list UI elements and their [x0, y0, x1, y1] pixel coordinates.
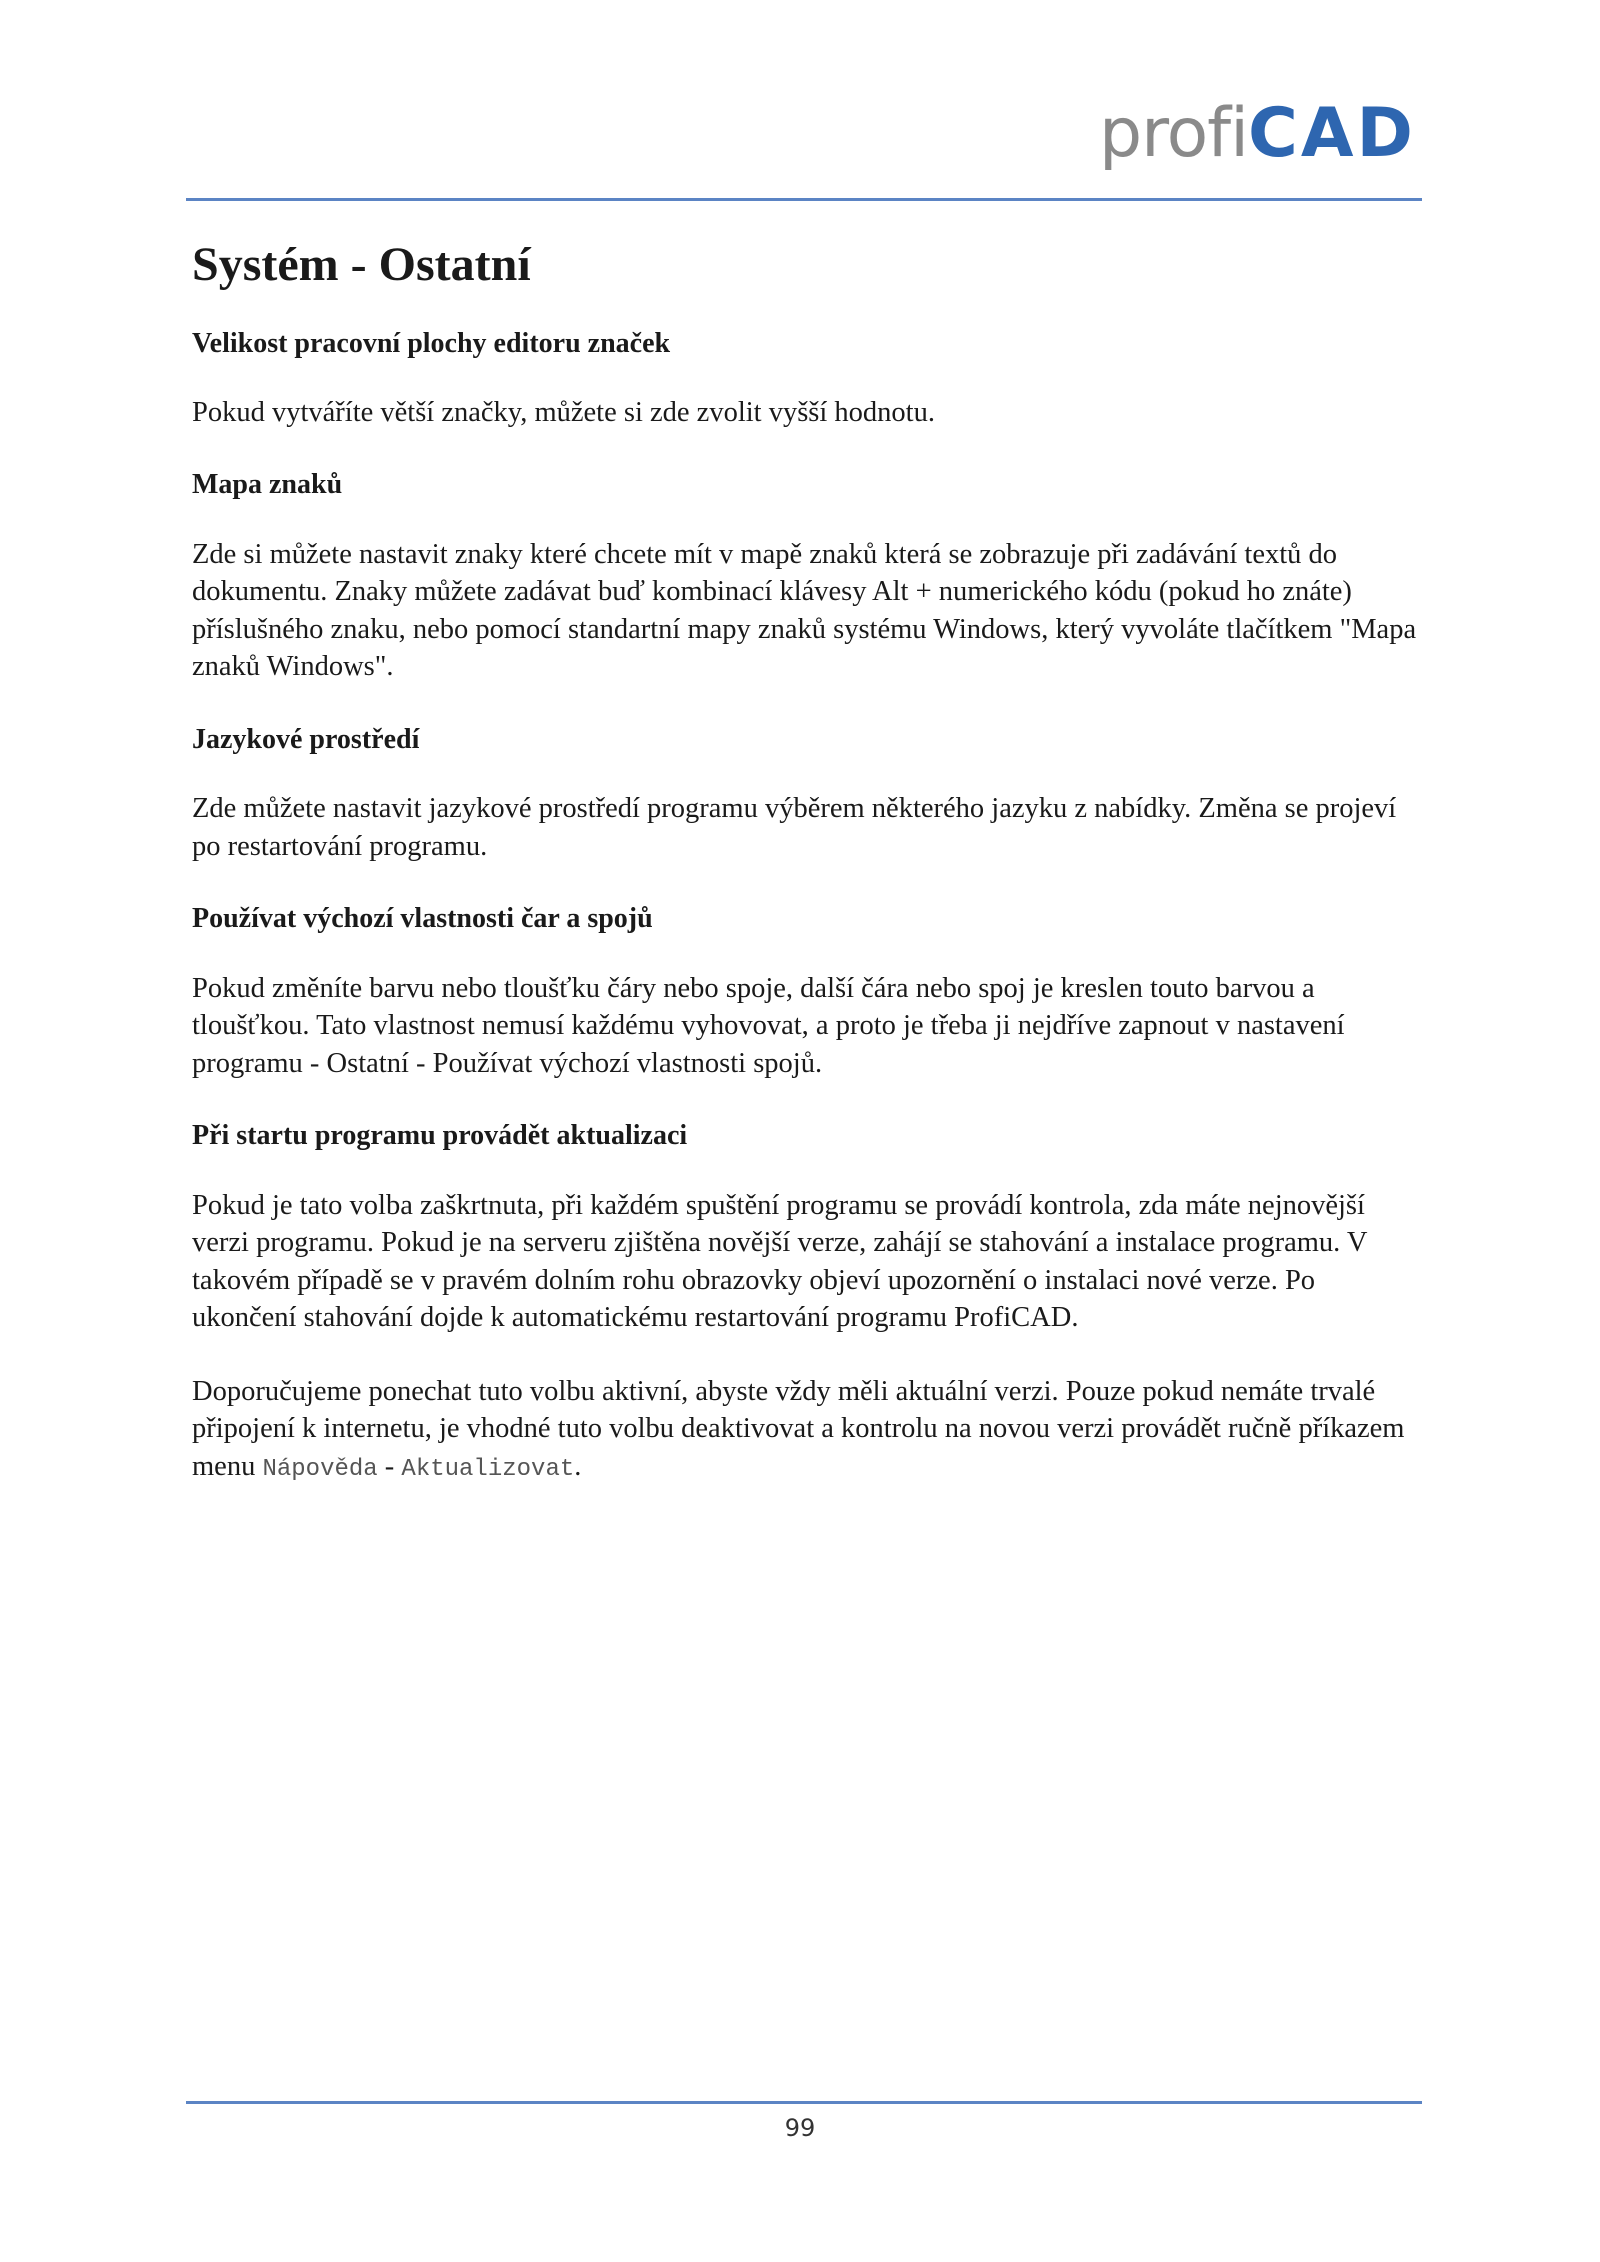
header-rule	[186, 198, 1422, 201]
section-heading: Velikost pracovní plochy editoru značek	[192, 327, 671, 359]
menu-item-aktualizovat: Aktualizovat	[401, 1455, 575, 1483]
paragraph-end: .	[574, 1450, 582, 1482]
paragraph-text: Doporučujeme ponechat tuto volbu aktivní, abyste vždy měli aktuální verzi. Pouze pokud nemáte trvalé připojení k internetu, je vhodné tuto volbu deaktivovat a kontrolu na novou verzi provádět ručně příkazem menu	[192, 1375, 1405, 1482]
menu-item-napoveda: Nápověda	[262, 1455, 378, 1483]
logo-suffix: CAD	[1248, 94, 1416, 173]
logo-prefix: profi	[1098, 94, 1249, 173]
page-number: 99	[784, 2114, 816, 2142]
section-paragraph: Pokud je tato volba zaškrtnuta, při každém spuštění programu se provádí kontrola, zda máte nejnovější verzi programu. Pokud je na serveru zjištěna novější verze, zahájí se stahování a instalace programu. V takovém případě se v pravém dolním rohu obrazovky objeví upozornění o instalaci nové verze. Po ukončení stahování dojde k automatickému restartování programu ProfiCAD.	[192, 1189, 1367, 1334]
section-paragraph-last	[192, 1373, 1422, 1489]
section-heading: Při startu programu provádět aktualizaci	[192, 1120, 688, 1152]
section-paragraph: Zde můžete nastavit jazykové prostředí programu výběrem některého jazyku z nabídky. Změna se projeví po restartování programu.	[192, 793, 1397, 862]
section-heading: Mapa znaků	[192, 469, 343, 501]
footer-rule	[186, 2101, 1422, 2104]
proficad-logo	[1098, 94, 1416, 173]
section-heading: Používat výchozí vlastnosti čar a spojů	[192, 903, 653, 935]
section-paragraph: Pokud změníte barvu nebo tloušťku čáry nebo spoje, další čára nebo spoj je kreslen touto barvou a tloušťkou. Tato vlastnost nemusí každému vyhovovat, a proto je třeba ji nejdříve zapnout v nastavení programu - Ostatní - Používat výchozí vlastnosti spojů.	[192, 972, 1345, 1079]
page-title: Systém - Ostatní	[192, 238, 531, 291]
section-paragraph: Zde si můžete nastavit znaky které chcete mít v mapě znaků která se zobrazuje při zadávání textů do dokumentu. Znaky můžete zadávat buď kombinací klávesy Alt + numerického kódu (pokud ho znáte) příslušného znaku, nebo pomocí standartní mapy znaků systému Windows, který vyvoláte tlačítkem "Mapa znaků Windows".	[192, 538, 1417, 683]
menu-separator: -	[377, 1450, 402, 1482]
page-content	[192, 236, 1422, 1524]
section-heading: Jazykové prostředí	[192, 723, 420, 755]
section-paragraph: Pokud vytváříte větší značky, můžete si zde zvolit vyšší hodnotu.	[192, 396, 935, 428]
